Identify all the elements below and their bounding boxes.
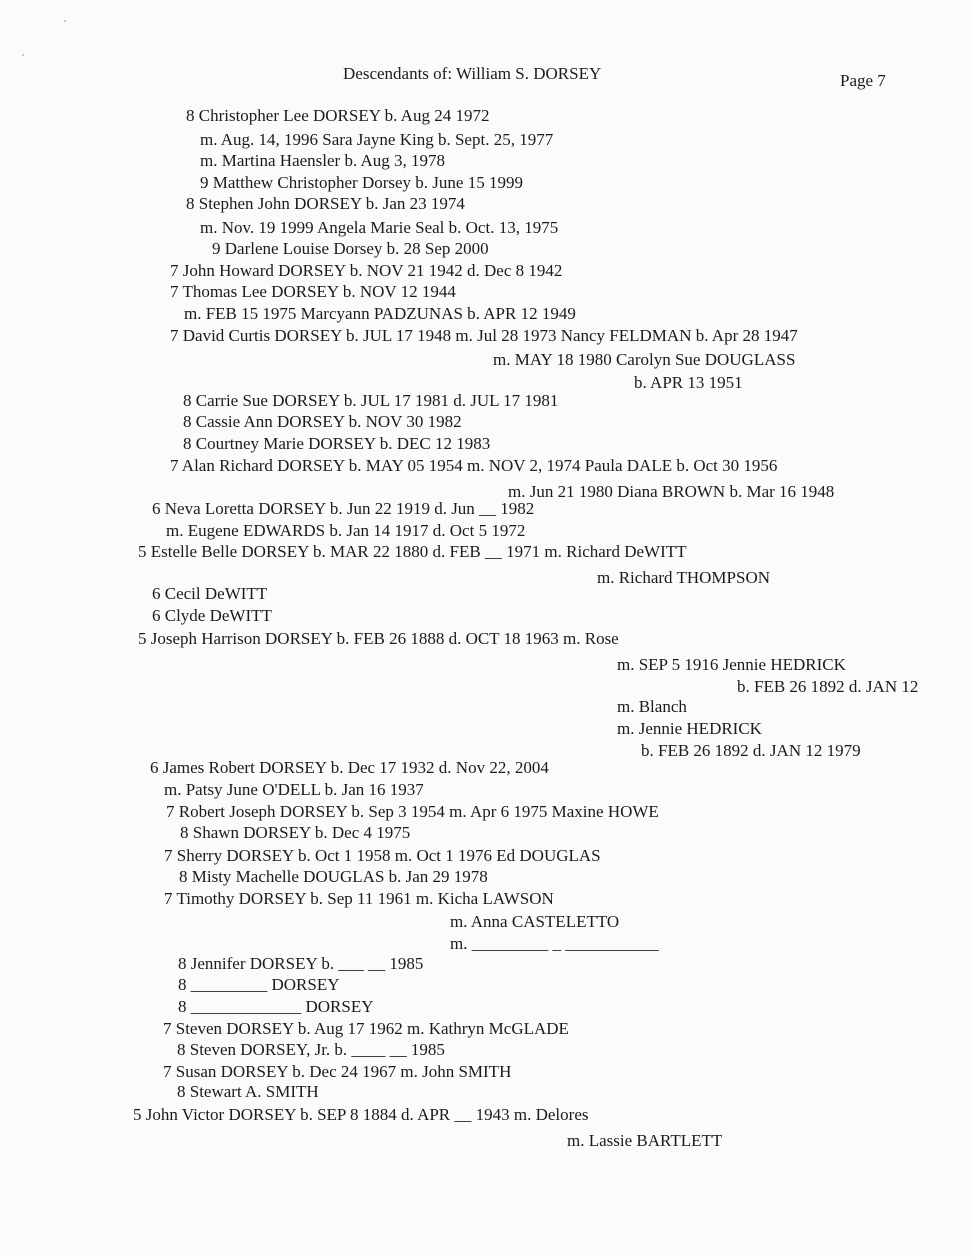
genealogy-line: 8 Christopher Lee DORSEY b. Aug 24 1972 <box>186 106 490 125</box>
genealogy-line: 8 Stephen John DORSEY b. Jan 23 1974 <box>186 194 465 213</box>
genealogy-line: 6 Neva Loretta DORSEY b. Jun 22 1919 d. Jun __ 1982 <box>152 499 535 518</box>
genealogy-line: m. Eugene EDWARDS b. Jan 14 1917 d. Oct 5 1972 <box>166 521 526 540</box>
genealogy-line: m. FEB 15 1975 Marcyann PADZUNAS b. APR 12 1949 <box>184 304 576 323</box>
genealogy-line: 7 Steven DORSEY b. Aug 17 1962 m. Kathryn McGLADE <box>163 1019 569 1038</box>
genealogy-line: m. Patsy June O'DELL b. Jan 16 1937 <box>164 780 424 799</box>
genealogy-line: m. SEP 5 1916 Jennie HEDRICK <box>617 655 846 674</box>
genealogy-line: 6 Cecil DeWITT <box>152 584 268 603</box>
genealogy-line: 7 Sherry DORSEY b. Oct 1 1958 m. Oct 1 1976 Ed DOUGLAS <box>164 846 601 865</box>
genealogy-line: 8 Steven DORSEY, Jr. b. ____ __ 1985 <box>177 1040 445 1059</box>
genealogy-line: 6 Clyde DeWITT <box>152 606 272 625</box>
document-title: Descendants of: William S. DORSEY <box>343 64 602 83</box>
genealogy-line: 7 Susan DORSEY b. Dec 24 1967 m. John SMITH <box>163 1062 512 1081</box>
genealogy-line: 9 Darlene Louise Dorsey b. 28 Sep 2000 <box>212 239 489 258</box>
genealogy-line: 7 Alan Richard DORSEY b. MAY 05 1954 m. NOV 2, 1974 Paula DALE b. Oct 30 1956 <box>170 456 778 475</box>
genealogy-line: 9 Matthew Christopher Dorsey b. June 15 1999 <box>200 173 523 192</box>
genealogy-line: 7 Timothy DORSEY b. Sep 11 1961 m. Kicha LAWSON <box>164 889 554 908</box>
genealogy-line: 8 Courtney Marie DORSEY b. DEC 12 1983 <box>183 434 491 453</box>
genealogy-line: m. Richard THOMPSON <box>597 568 770 587</box>
genealogy-line: 7 Thomas Lee DORSEY b. NOV 12 1944 <box>170 282 456 301</box>
scan-speck <box>64 20 66 22</box>
genealogy-line: 5 Estelle Belle DORSEY b. MAR 22 1880 d. FEB __ 1971 m. Richard DeWITT <box>138 542 687 561</box>
genealogy-line: m. Jun 21 1980 Diana BROWN b. Mar 16 1948 <box>508 482 835 501</box>
genealogy-line: 8 _________ DORSEY <box>178 975 340 994</box>
genealogy-line: 8 Cassie Ann DORSEY b. NOV 30 1982 <box>183 412 462 431</box>
genealogy-line: 8 Carrie Sue DORSEY b. JUL 17 1981 d. JUL 17 1981 <box>183 391 559 410</box>
genealogy-line: 5 John Victor DORSEY b. SEP 8 1884 d. APR __ 1943 m. Delores <box>133 1105 589 1124</box>
genealogy-line: b. APR 13 1951 <box>634 373 743 392</box>
genealogy-line: m. MAY 18 1980 Carolyn Sue DOUGLASS <box>493 350 796 369</box>
genealogy-line: 8 Jennifer DORSEY b. ___ __ 1985 <box>178 954 424 973</box>
genealogy-line: m. Nov. 19 1999 Angela Marie Seal b. Oct. 13, 1975 <box>200 218 559 237</box>
genealogy-line: m. Anna CASTELETTO <box>450 912 620 931</box>
genealogy-line: 8 Stewart A. SMITH <box>177 1082 319 1101</box>
genealogy-line: 7 Robert Joseph DORSEY b. Sep 3 1954 m. Apr 6 1975 Maxine HOWE <box>166 802 659 821</box>
genealogy-line: 7 John Howard DORSEY b. NOV 21 1942 d. Dec 8 1942 <box>170 261 563 280</box>
page-number: Page 7 <box>840 71 886 90</box>
genealogy-line: 8 _____________ DORSEY <box>178 997 374 1016</box>
genealogy-line: m. Jennie HEDRICK <box>617 719 762 738</box>
genealogy-line: 8 Shawn DORSEY b. Dec 4 1975 <box>180 823 411 842</box>
genealogy-line: 5 Joseph Harrison DORSEY b. FEB 26 1888 d. OCT 18 1963 m. Rose <box>138 629 619 648</box>
genealogy-line: 8 Misty Machelle DOUGLAS b. Jan 29 1978 <box>179 867 488 886</box>
genealogy-line: m. _________ _ ___________ <box>450 934 659 953</box>
genealogy-line: 6 James Robert DORSEY b. Dec 17 1932 d. Nov 22, 2004 <box>150 758 549 777</box>
genealogy-line: b. FEB 26 1892 d. JAN 12 1979 <box>641 741 861 760</box>
genealogy-line: b. FEB 26 1892 d. JAN 12 <box>737 677 919 696</box>
genealogy-line: m. Martina Haensler b. Aug 3, 1978 <box>200 151 446 170</box>
genealogy-line: 7 David Curtis DORSEY b. JUL 17 1948 m. Jul 28 1973 Nancy FELDMAN b. Apr 28 1947 <box>170 326 798 345</box>
scan-speck <box>22 54 24 56</box>
genealogy-line: m. Aug. 14, 1996 Sara Jayne King b. Sept. 25, 1977 <box>200 130 554 149</box>
genealogy-line: m. Blanch <box>617 697 687 716</box>
genealogy-line: m. Lassie BARTLETT <box>567 1131 723 1150</box>
